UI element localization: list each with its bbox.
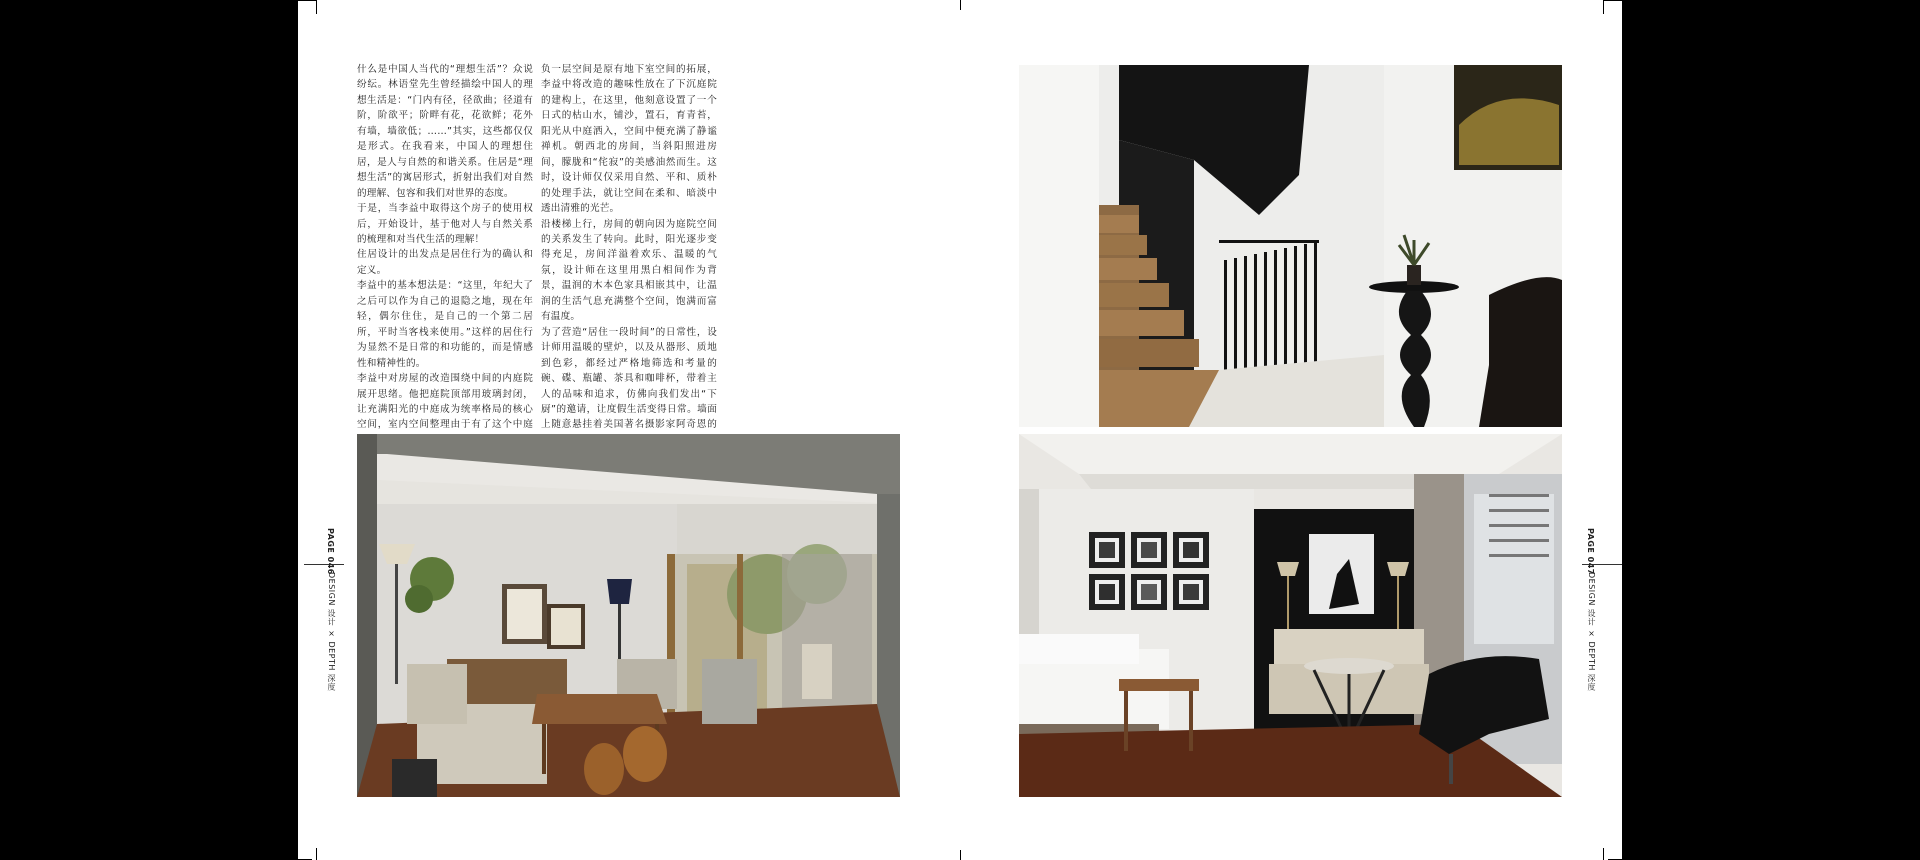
paragraph: 住居设计的出发点是居住行为的确认和定义。 <box>357 249 533 276</box>
crop-mark <box>298 0 316 1</box>
right-folio-section: DESIGN 设计 × DEPTH 深度 <box>1587 572 1596 691</box>
living-room-photo <box>357 434 900 797</box>
paragraph: 沿楼梯上行，房间的朝向因为庭院空间的关系发生了转向。此时，阳光逐步变得充足，房间洋溢着欢乐、温暖的气氛，设计师在这里用黑白相间作为背景，温润的木本色家具相嵌其中，让温润的生活气息充满整个空间，饱满而富有温度。 <box>541 218 717 323</box>
paragraph: 李益中的基本想法是：“这里，年纪大了之后可以作为自己的退隐之地，现在年轻，偶尔住住，是自己的一个第二居所，平时当客栈来使用。”这样的居住行为显然不是日常的和功能的，而是情感性和精神性的。 <box>357 280 533 369</box>
magazine-spread <box>298 0 1622 860</box>
page-number: PAGE 046 <box>326 528 335 575</box>
staircase-photo <box>1019 65 1562 427</box>
crop-mark <box>960 0 961 10</box>
left-folio-section: DESIGN 设计 × DEPTH 深度 <box>327 572 336 691</box>
crop-mark <box>1604 0 1622 1</box>
paragraph: 于是，当李益中取得这个房子的使用权后，开始设计，基于他对人与自然关系的梳理和对当代生活的理解！ <box>357 203 533 245</box>
paragraph: 什么是中国人当代的“理想生活”？众说纷纭。林语堂先生曾经描绘中国人的理想生活是：“门内有径，径欲曲；径道有阶，阶欲平；阶畔有花，花欲鲜；花外有墙，墙欲低；……”其实，这些都仅仅是形式。在我看来，中国人的理想住居，是人与自然的和谐关系。住居是“理想生活”的寓居形式，折射出我们对自然的理解、包容和我们对世界的态度。 <box>357 64 533 199</box>
crop-mark <box>1603 848 1604 860</box>
crop-mark <box>1603 0 1604 14</box>
crop-mark <box>316 848 317 860</box>
article-column-1 <box>357 62 533 448</box>
paragraph: 为了营造“居住一段时间”的日常性，设计师用温暖的壁炉，以及从器形、质地到色彩，都经过严格地筛选和考量的碗、碟、瓶罐、茶具和咖啡杯，带着主人的品味和追求，仿佛向我们发出“下厨”的邀请，让度假生活变得日常。墙面上随意悬挂着美国著名摄影家阿奇恩的 <box>541 326 717 431</box>
crop-mark <box>960 850 961 860</box>
paragraph: 负一层空间是原有地下室空间的拓展，李益中将改造的趣味性放在了下沉庭院的建构上，在这里，他刻意设置了一个日式的枯山水，铺沙，置石，育青苔，阳光从中庭洒入，空间中便充满了静谧禅机。朝西北的房间，当斜阳照进房间，朦胧和“侘寂”的美感油然而生。这时，设计师仅仅采用自然、平和、质朴的处理手法，就让空间在柔和、暗淡中透出清雅的光芒。 <box>541 64 717 215</box>
paragraph: 李益中对房屋的改造围绕中间的内庭院展开思绪。他把庭院顶部用玻璃封闭，让充满阳光的中庭成为统率格局的核心空间，室内空间整理由于有了这个中庭 <box>357 373 533 431</box>
crop-mark <box>316 0 317 14</box>
bedroom-photo <box>1019 434 1562 797</box>
folio-rule <box>304 564 344 565</box>
article-column-2 <box>541 62 717 479</box>
left-folio-page <box>326 528 335 575</box>
page-number: PAGE 047 <box>1586 528 1595 575</box>
right-folio-page <box>1586 528 1595 575</box>
